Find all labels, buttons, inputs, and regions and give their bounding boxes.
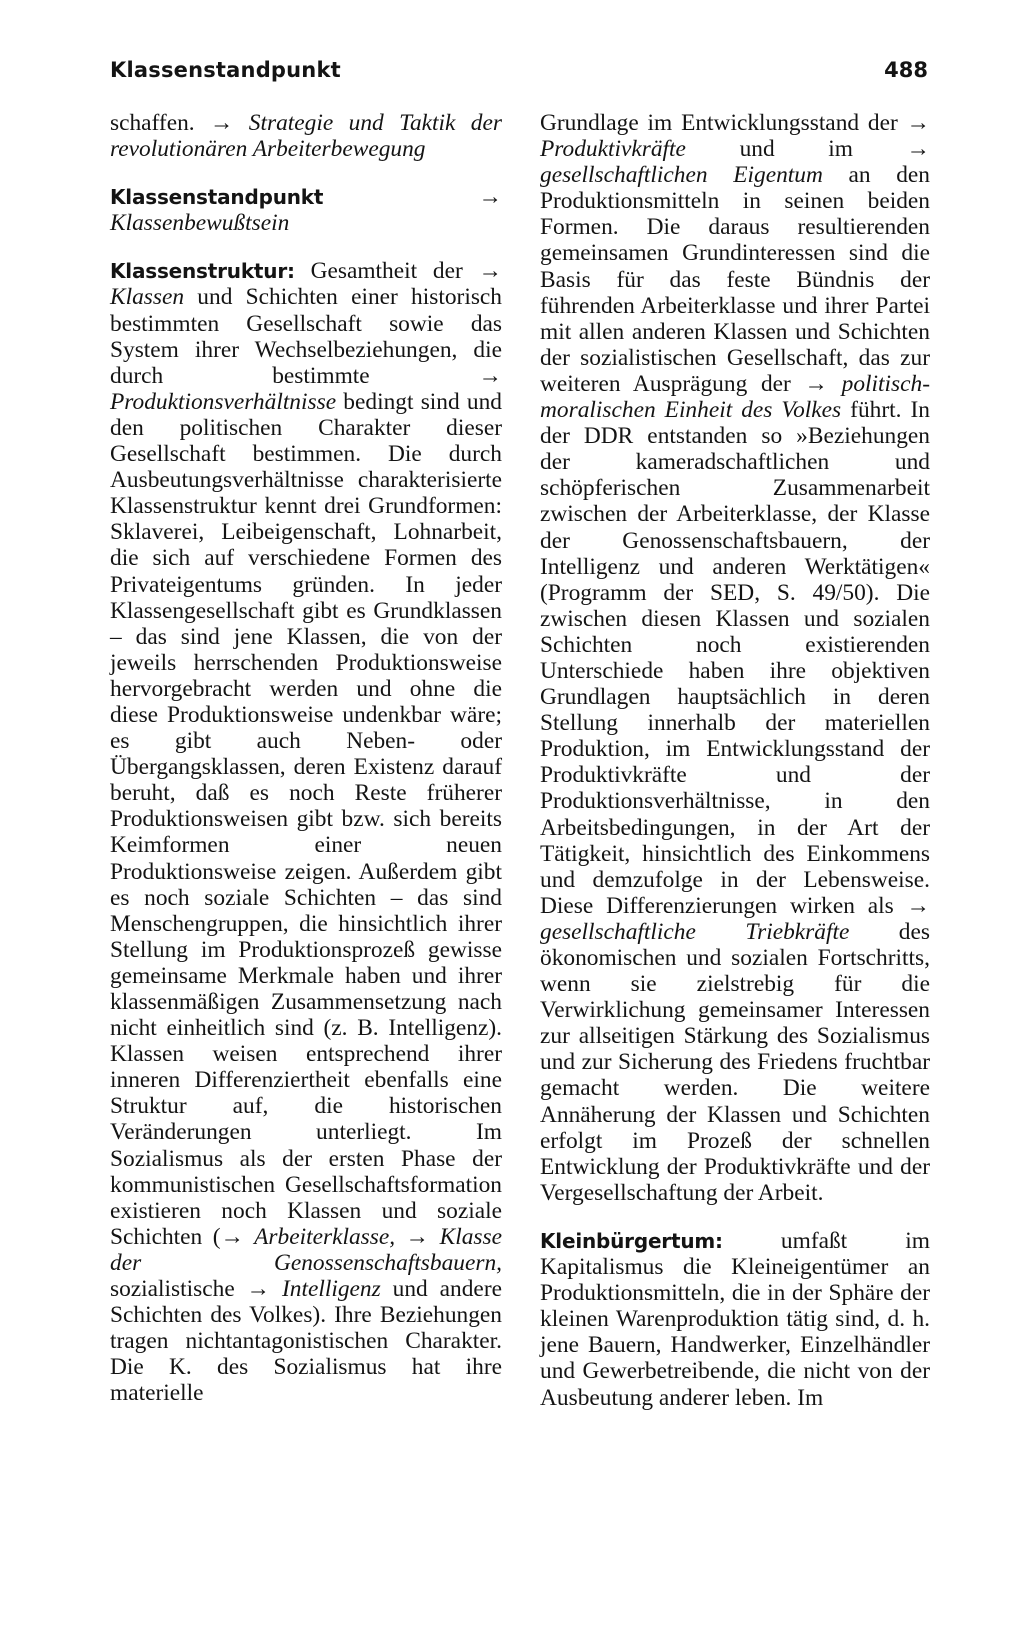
body-text: schaffen. bbox=[110, 110, 211, 136]
entry-term: Klassenstandpunkt bbox=[110, 185, 324, 210]
body-text: des ökonomischen und sozialen Fortschritts, wenn sie zielstrebig für die Verwirklichung gemeinsamer Interessen zur allseitigen Stärkung des Sozialismus und zur Sicherung des Friedens fruchtbar gemacht werden. Die weitere Annäherung der Klassen und Schichten erfolgt im Prozeß der schnellen Entwicklung der Produktivkräfte und der Vergesellschaftung der Arbeit. bbox=[540, 918, 930, 1206]
cross-reference[interactable]: Produktivkräfte bbox=[540, 136, 686, 163]
body-text: Gesamtheit der bbox=[294, 258, 479, 285]
right-column bbox=[540, 110, 930, 1411]
left-column bbox=[110, 110, 502, 1407]
cross-reference-arrow-icon: → bbox=[906, 136, 930, 163]
cross-reference[interactable]: Intelligenz bbox=[270, 1276, 381, 1303]
cross-reference-arrow-icon: → bbox=[478, 362, 502, 389]
body-text: Grundlage im Entwicklungsstand der bbox=[540, 110, 907, 136]
cross-reference[interactable]: politisch-moralischen Einheit des Volkes bbox=[540, 370, 930, 424]
entry-klassenstruktur bbox=[110, 258, 502, 1406]
body-text bbox=[395, 1224, 406, 1250]
entry-klassenstandpunkt bbox=[110, 184, 502, 236]
cross-reference[interactable]: Arbeiterklasse, bbox=[243, 1223, 396, 1250]
cross-reference[interactable]: Klassen bbox=[110, 284, 185, 311]
running-head: Klassenstandpunkt bbox=[110, 58, 341, 82]
entry-continuation bbox=[540, 110, 930, 1206]
cross-reference-arrow-icon: → bbox=[210, 110, 234, 136]
entry-kleinbuergertum bbox=[540, 1228, 930, 1411]
body-text: führt. In der DDR entstanden so »Beziehungen der kameradschaftlichen und schöpferischen Zusammenarbeit zwischen der Arbeiterklasse, der Klasse der Genossenschaftsbauern, der Intelligenz und anderen Werktätigen« (Programm der SED, S. 49/50). Die zwischen diesen Klassen und sozialen Schichten noch existierenden Unterschiede haben ihre objektiven Grundlagen hauptsächlich in deren Stellung innerhalb der materiellen Produktion, im Entwicklungsstand der Produktivkräfte und der Produktionsverhältnisse, in den Arbeitsbedingungen, in der Art der Tätigkeit, hinsichtlich des Einkommens und demzufolge in der Lebensweise. Diese Differenzierungen wirken als bbox=[540, 397, 930, 919]
body-text: bedingt sind und den politischen Charakter dieser Gesellschaft bestimmen. Die durch Ausbeutungsverhältnisse charakterisierte Klassenstruktur kennt drei Grundformen: Sklaverei, Leibeigenschaft, Lohnarbeit, die sich auf verschiedene Formen des Privateigentums gründen. In jeder Klassengesellschaft gibt es Grundklassen – das sind jene Klassen, die von der jeweils herrschenden Produktionsweise hervorgebracht werden und ohne die diese Produktionsweise undenkbar wäre; es gibt auch Neben- oder Übergangsklassen, deren Existenz darauf beruht, daß es noch Reste früherer Produktionsweisen gibt bzw. sich bereits Keimformen einer neuen Produktionsweise zeigen. Außerdem gibt es noch soziale Schichten – das sind Menschengruppen, die hinsichtlich ihrer Stellung im Produktionsprozeß gewisse gemeinsame Merkmale haben und ihrer klassenmäßigen Zusammensetzung nach nicht einheitlich sind (z. B. Intelligenz). Klassen weisen entsprechend ihrer inneren Differenziertheit ebenfalls eine Struktur auf, die historischen Veränderungen unterliegt. Im Sozialismus als der ersten Phase der kommunistischen Gesellschaftsformation existieren noch Klassen und soziale Schichten ( bbox=[110, 388, 502, 1250]
body-text: und andere Schichten des Volkes). Ihre Beziehungen tragen nichtantagonistischen Charakter. Die K. des Sozialismus hat ihre materielle bbox=[110, 1276, 502, 1407]
cross-reference[interactable]: gesellschaftliche Triebkräfte bbox=[540, 918, 850, 945]
page-number: 488 bbox=[884, 58, 928, 82]
cross-reference[interactable]: Produktionsverhältnisse bbox=[110, 388, 337, 415]
entry-continuation bbox=[110, 110, 502, 162]
cross-reference-arrow-icon: → bbox=[906, 110, 930, 136]
cross-reference-arrow-icon: → bbox=[804, 370, 828, 397]
body-text: sozialistische bbox=[110, 1276, 247, 1303]
cross-reference[interactable]: Strategie und Taktik der revolutionären Arbeiterbewegung bbox=[110, 110, 502, 163]
cross-reference-arrow-icon: → bbox=[478, 258, 502, 285]
cross-reference[interactable]: Klasse der Genossenschaftsbauern, bbox=[110, 1223, 502, 1276]
body-text: und Schichten einer historisch bestimmten Gesellschaft sowie das System ihrer Wechselbeziehungen, die durch bestimmte bbox=[110, 284, 502, 389]
entry-term: Kleinbürgertum: bbox=[540, 1228, 723, 1253]
cross-reference-arrow-icon: → bbox=[246, 1276, 271, 1303]
cross-reference-arrow-icon: → bbox=[405, 1223, 430, 1250]
cross-reference-arrow-icon: → bbox=[220, 1223, 244, 1250]
cross-reference-arrow-icon: → bbox=[906, 892, 930, 919]
entry-term: Klassenstruktur: bbox=[110, 259, 295, 284]
cross-reference-arrow-icon: → bbox=[323, 184, 502, 211]
cross-reference[interactable]: Klassenbewußtsein bbox=[110, 210, 290, 237]
body-text: an den Produktionsmitteln in seinen beiden Formen. Die daraus resultierenden gemeinsamen Grundinteressen sind die Basis für das feste Bündnis der führenden Arbeiterklasse und ihrer Partei mit allen anderen Klassen und Schichten der sozialistischen Gesellschaft, das zur weiteren Ausprägung der bbox=[540, 162, 931, 397]
cross-reference[interactable]: gesellschaftlichen Eigentum bbox=[540, 162, 823, 189]
body-text: und im bbox=[685, 136, 907, 163]
body-text: umfaßt im Kapitalismus die Kleineigentümer an Produktionsmitteln, die in der Sphäre der kleinen Warenproduktion tätig sind, d. h. jene Bauern, Handwerker, Einzelhändler und Gewerbetreibende, die nicht von der Ausbeutung anderer leben. Im bbox=[540, 1227, 930, 1411]
